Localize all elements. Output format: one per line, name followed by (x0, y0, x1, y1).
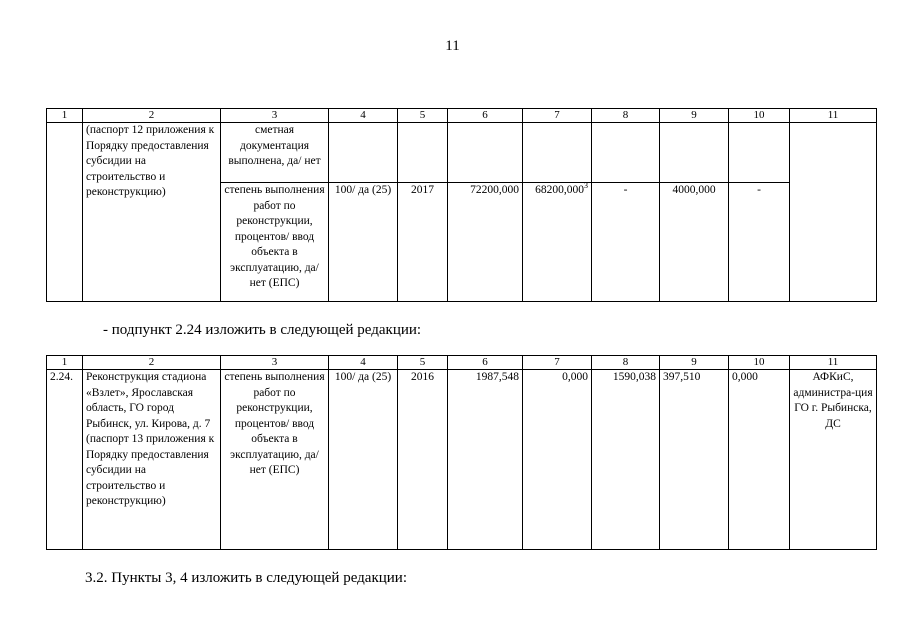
col-number: 7 (523, 109, 592, 123)
paragraph-subitem: - подпункт 2.24 изложить в следующей редакции: (103, 322, 422, 338)
column-number-row (47, 356, 877, 370)
page-number: 11 (445, 38, 460, 54)
table-cell (329, 123, 398, 183)
amount-cell: - (729, 183, 790, 302)
col-number: 3 (221, 356, 329, 370)
col-number: 4 (329, 109, 398, 123)
table-cell (523, 123, 592, 183)
indicator-cell: степень выполнения работ по реконструкции, процентов/ ввод объекта в эксплуатацию, да/ нет (ЕПС) (221, 370, 329, 550)
table-cell (660, 123, 729, 183)
object-name-cell: Реконструкция стадиона «Взлет», Ярославская область, ГО город Рыбинск, ул. Кирова, д. 7 (паспорт 13 приложения к Порядку предоставления субсидии на строительство и реконструкцию) (83, 370, 221, 550)
object-name-cell: (паспорт 12 приложения к Порядку предоставления субсидии на строительство и реконструкцию) (83, 123, 221, 302)
value-cell: 100/ да (25) (329, 370, 398, 550)
paragraph-items: 3.2. Пункты 3, 4 изложить в следующей редакции: (85, 570, 407, 586)
col-number: 6 (448, 356, 523, 370)
table-row (47, 370, 877, 550)
col-number: 11 (790, 356, 877, 370)
value-cell: 100/ да (25) (329, 183, 398, 302)
col-number: 4 (329, 356, 398, 370)
amount-cell: 397,510 (660, 370, 729, 550)
executor-cell: АФКиС, администра-ция ГО г. Рыбинска, ДС (790, 370, 877, 550)
col-number: 11 (790, 109, 877, 123)
table-cell (448, 123, 523, 183)
indicator-cell: степень выполнения работ по реконструкции, процентов/ ввод объекта в эксплуатацию, да/ нет (ЕПС) (221, 183, 329, 302)
col-number: 8 (592, 109, 660, 123)
table-subitem-2-24 (46, 355, 877, 550)
table-cell (790, 123, 877, 302)
amount-value: 68200,000 (535, 184, 584, 196)
table-cell (398, 123, 448, 183)
amount-cell: 72200,000 (448, 183, 523, 302)
amount-cell (523, 183, 592, 302)
year-cell: 2016 (398, 370, 448, 550)
column-number-row (47, 109, 877, 123)
table-continuation (46, 108, 877, 302)
col-number: 10 (729, 109, 790, 123)
col-number: 9 (660, 356, 729, 370)
col-number: 6 (448, 109, 523, 123)
item-number-cell: 2.24. (47, 370, 83, 550)
table-cell (592, 123, 660, 183)
table-row (47, 123, 877, 183)
amount-cell: - (592, 183, 660, 302)
col-number: 2 (83, 109, 221, 123)
table-cell (729, 123, 790, 183)
col-number: 3 (221, 109, 329, 123)
indicator-cell: сметная документация выполнена, да/ нет (221, 123, 329, 183)
col-number: 2 (83, 356, 221, 370)
table-cell (47, 123, 83, 302)
col-number: 7 (523, 356, 592, 370)
amount-cell: 0,000 (523, 370, 592, 550)
amount-cell: 4000,000 (660, 183, 729, 302)
col-number: 8 (592, 356, 660, 370)
col-number: 9 (660, 109, 729, 123)
col-number: 10 (729, 356, 790, 370)
year-cell: 2017 (398, 183, 448, 302)
col-number: 5 (398, 356, 448, 370)
amount-cell: 1590,038 (592, 370, 660, 550)
amount-cell: 1987,548 (448, 370, 523, 550)
footnote-mark: 3 (584, 181, 588, 191)
col-number: 1 (47, 356, 83, 370)
amount-cell: 0,000 (729, 370, 790, 550)
col-number: 5 (398, 109, 448, 123)
col-number: 1 (47, 109, 83, 123)
